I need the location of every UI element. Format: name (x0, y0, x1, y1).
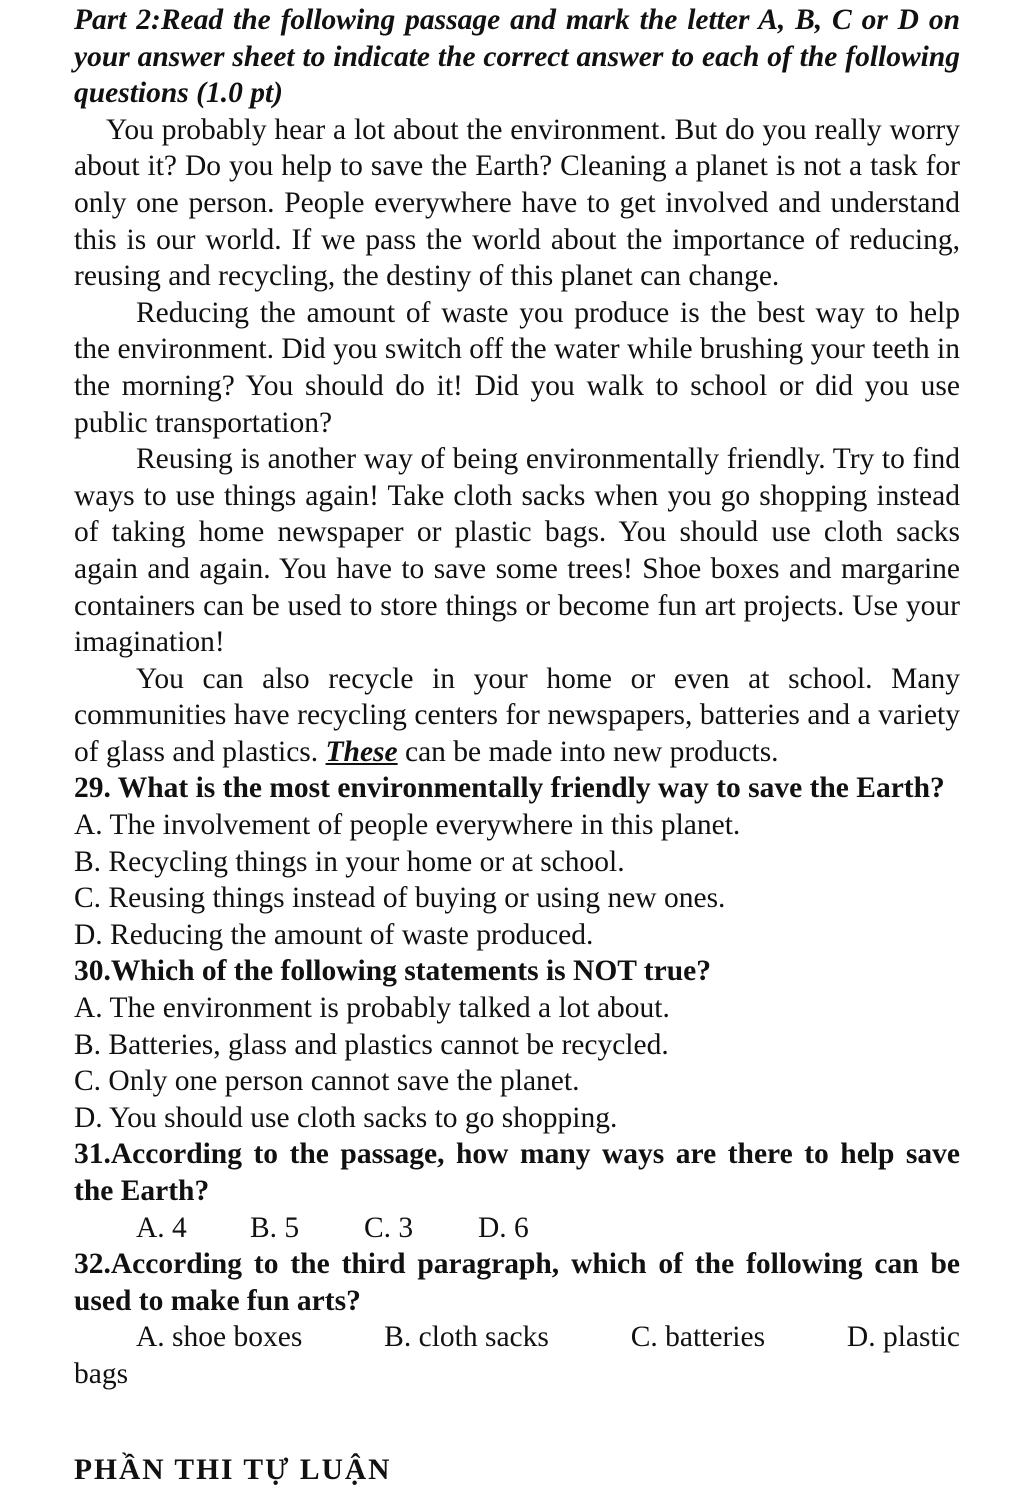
p4-text-after: can be made into new products. (397, 735, 779, 768)
q31-options (74, 1210, 960, 1247)
q32-option-c: C. batteries (630, 1321, 766, 1354)
q31-option-b: B. 5 (250, 1211, 300, 1244)
question-30: 30.Which of the following statements is NOT true? (74, 955, 711, 988)
q32-options (74, 1319, 960, 1356)
q30-option-c: C. Only one person cannot save the planet. (74, 1065, 580, 1098)
passage-paragraph-4 (74, 661, 960, 771)
q30-option-a: A. The environment is probably talked a lot about. (74, 992, 670, 1025)
passage-paragraph-1: You probably hear a lot about the environment. But do you really worry about it? Do you help to save the Earth? Cleaning a planet is not a task for only one person. People everywhere have to get involved and understand this is our world. If we pass the world about the importance of reducing, reusing and recycling, the destiny of this planet can change. (74, 113, 960, 293)
q32-option-d: D. plastic (846, 1321, 960, 1354)
cut-off-next-heading: PHẦN THI TỰ LUẬN (74, 1454, 392, 1486)
q32-option-b: B. cloth sacks (384, 1321, 549, 1354)
q31-option-c: C. 3 (364, 1211, 414, 1244)
q31-option-a: A. 4 (136, 1211, 187, 1244)
p4-text-before: You can also recycle in your home or even at school. Many communities have recycling centers for newspapers, batteries and a variety of glass and plastics. (74, 662, 960, 768)
q31-option-d: D. 6 (478, 1211, 529, 1244)
q32-option-a: A. shoe boxes (136, 1321, 303, 1354)
passage-paragraph-2: Reducing the amount of waste you produce is the best way to help the environment. Did you switch off the water while brushing your teeth in the morning? You should do it! Did you walk to school or did you use public transportation? (74, 296, 960, 439)
q29-option-b: B. Recycling things in your home or at school. (74, 845, 625, 878)
section-heading: Part 2:Read the following passage and mark the letter A, B, C or D on your answer sheet to indicate the correct answer to each of the following questions (1.0 pt) (74, 4, 960, 110)
passage-paragraph-3: Reusing is another way of being environmentally friendly. Try to find ways to use things again! Take cloth sacks when you go shopping instead of taking home newspaper or plastic bags. You should use cloth sacks again and again. You have to save some trees! Shoe boxes and margarine containers can be used to store things or become fun art projects. Use your imagination! (74, 443, 960, 659)
q29-option-d: D. Reducing the amount of waste produced. (74, 918, 594, 951)
question-31: 31.According to the passage, how many ways are there to help save the Earth? (74, 1138, 960, 1207)
underlined-word: These (325, 735, 398, 768)
question-29: 29. What is the most environmentally friendly way to save the Earth? (74, 772, 945, 805)
q32-option-d-wrap: bags (74, 1357, 129, 1390)
q30-option-b: B. Batteries, glass and plastics cannot be recycled. (74, 1028, 669, 1061)
q29-option-a: A. The involvement of people everywhere in this planet. (74, 809, 741, 842)
q29-option-c: C. Reusing things instead of buying or using new ones. (74, 882, 726, 915)
question-32: 32.According to the third paragraph, which of the following can be used to make fun arts? (74, 1248, 960, 1317)
q30-option-d: D. You should use cloth sacks to go shopping. (74, 1101, 618, 1134)
